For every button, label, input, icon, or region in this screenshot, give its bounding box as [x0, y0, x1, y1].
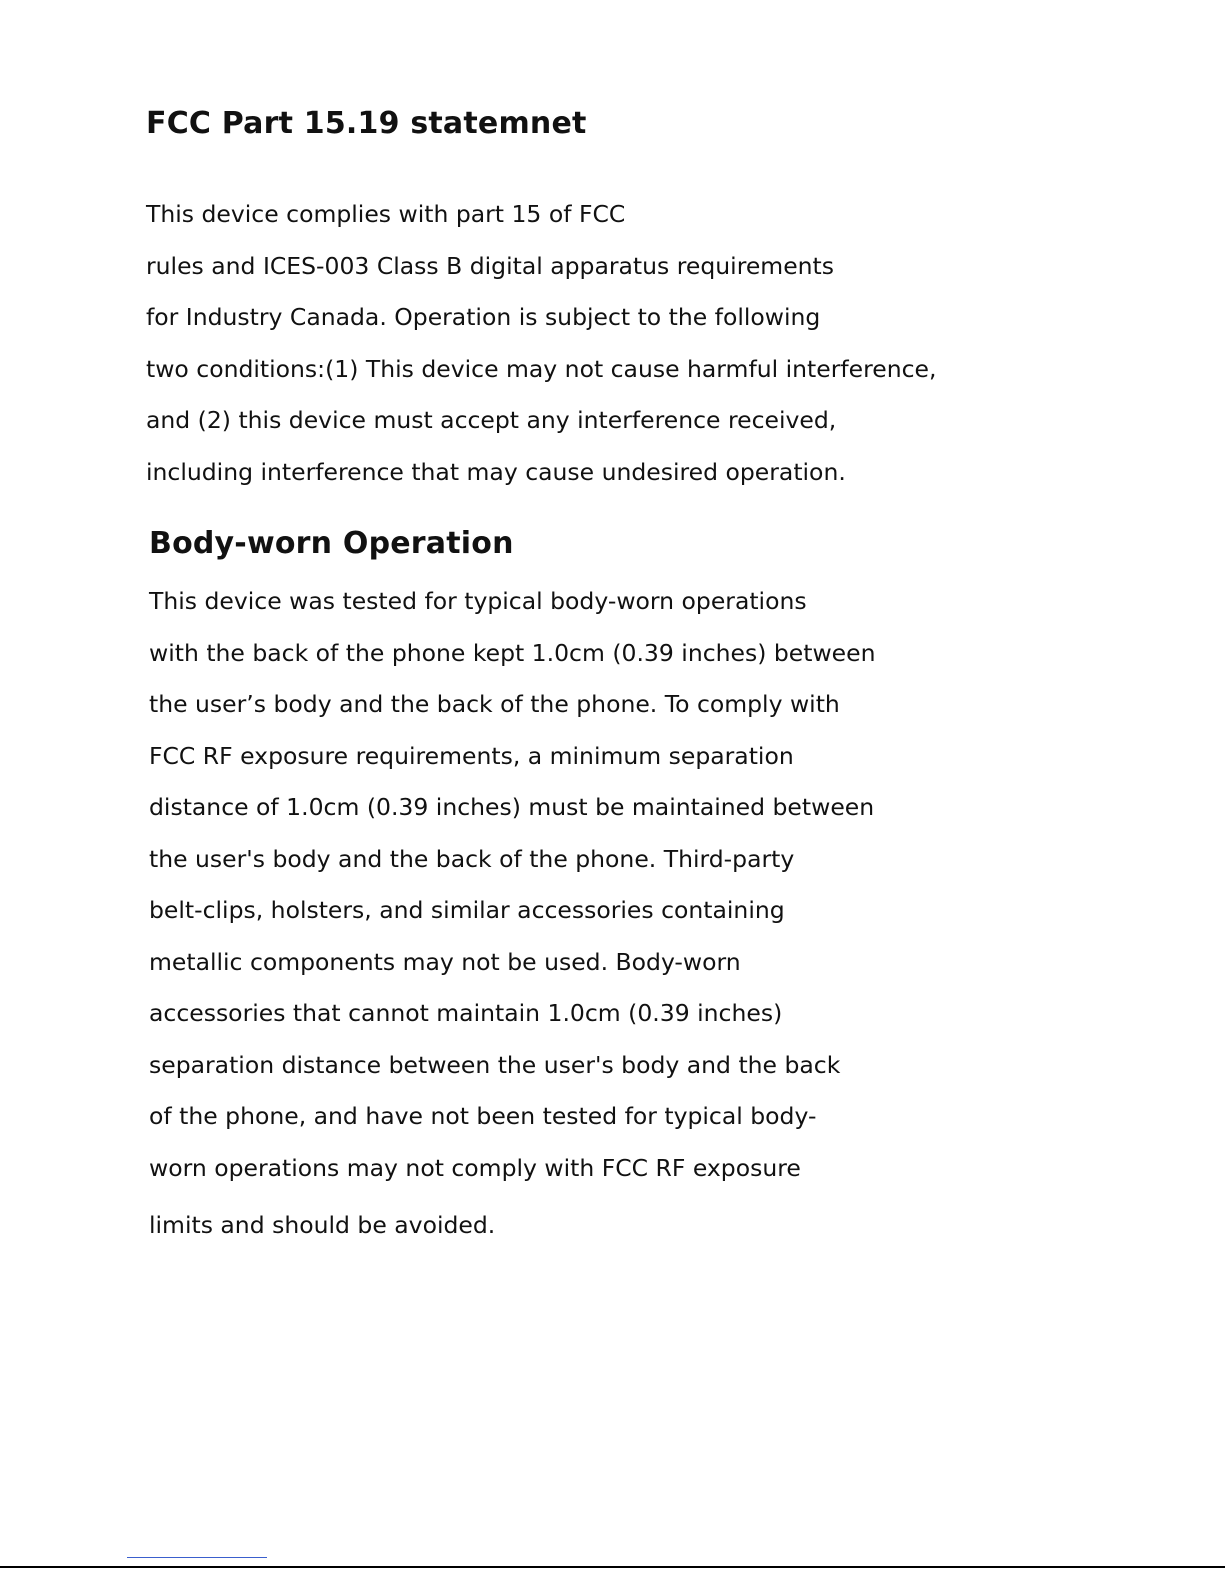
paragraph-line: with the back of the phone kept 1.0cm (0.39 inches) between	[149, 638, 876, 667]
paragraph-line: This device complies with part 15 of FCC	[146, 200, 626, 228]
fcc-statement-heading: FCC Part 15.19 statemnet	[146, 106, 587, 141]
body-worn-operation-paragraph	[149, 576, 876, 1252]
paragraph-line: FCC RF exposure requirements, a minimum separation	[149, 741, 794, 770]
paragraph-line: limits and should be avoided.	[149, 1211, 496, 1239]
paragraph-line: metallic components may not be used. Body-worn	[149, 947, 741, 976]
paragraph-line: for Industry Canada. Operation is subject to the following	[146, 303, 821, 331]
paragraph-line: rules and ICES-003 Class B digital apparatus requirements	[146, 251, 835, 280]
paragraph-line: belt-clips, holsters, and similar accessories containing	[149, 896, 785, 924]
page-bottom-rule	[0, 1566, 1225, 1568]
footer-underline	[127, 1557, 267, 1558]
paragraph-line: the user’s body and the back of the phone. To comply with	[149, 690, 840, 718]
fcc-statement-paragraph	[146, 189, 936, 498]
paragraph-line: two conditions:(1) This device may not cause harmful interference,	[146, 354, 937, 383]
body-worn-operation-heading: Body-worn Operation	[149, 526, 514, 561]
paragraph-line: of the phone, and have not been tested for typical body-	[149, 1102, 817, 1130]
paragraph-line: including interference that may cause undesired operation.	[146, 457, 846, 486]
paragraph-line: This device was tested for typical body-worn operations	[149, 587, 807, 615]
paragraph-line: distance of 1.0cm (0.39 inches) must be maintained between	[149, 793, 875, 821]
paragraph-line: separation distance between the user's body and the back	[149, 1050, 841, 1079]
paragraph-line: accessories that cannot maintain 1.0cm (0.39 inches)	[149, 999, 783, 1027]
paragraph-line: worn operations may not comply with FCC RF exposure	[149, 1153, 801, 1182]
paragraph-line: the user's body and the back of the phone. Third-party	[149, 844, 795, 873]
paragraph-line: and (2) this device must accept any interference received,	[146, 406, 837, 434]
